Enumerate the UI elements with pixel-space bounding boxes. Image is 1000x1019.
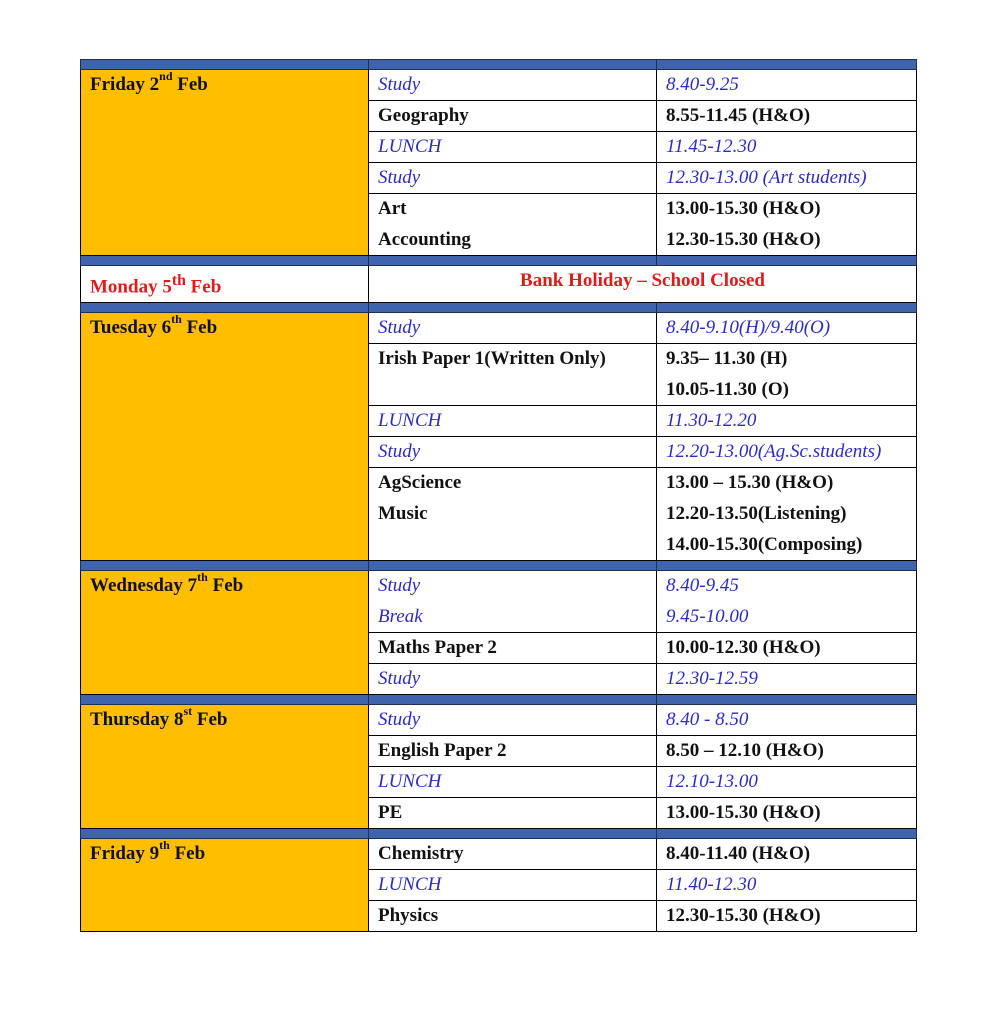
day-cell-friday-9: Friday 9th Feb bbox=[81, 839, 369, 932]
table-row bbox=[81, 839, 917, 870]
separator-bar bbox=[81, 256, 917, 266]
subject-cell: Geography bbox=[369, 101, 657, 132]
table-row bbox=[81, 571, 917, 602]
time-cell: 8.40-9.45 bbox=[657, 571, 917, 602]
time-cell: 12.10-13.00 bbox=[657, 767, 917, 798]
time-cell: 12.20-13.00(Ag.Sc.students) bbox=[657, 437, 917, 468]
subject-cell: Break bbox=[369, 602, 657, 633]
time-cell: 8.40 - 8.50 bbox=[657, 705, 917, 736]
table-row bbox=[81, 266, 917, 303]
separator-bar bbox=[81, 60, 917, 70]
time-cell: 10.00-12.30 (H&O) bbox=[657, 633, 917, 664]
day-cell-thursday-8: Thursday 8st Feb bbox=[81, 705, 369, 829]
subject-cell: Irish Paper 1(Written Only) bbox=[369, 344, 657, 375]
subject-cell: Study bbox=[369, 664, 657, 695]
time-cell: 8.50 – 12.10 (H&O) bbox=[657, 736, 917, 767]
subject-cell: Maths Paper 2 bbox=[369, 633, 657, 664]
subject-cell: LUNCH bbox=[369, 406, 657, 437]
subject-cell: Study bbox=[369, 705, 657, 736]
subject-cell bbox=[369, 530, 657, 561]
time-cell: 12.30-13.00 (Art students) bbox=[657, 163, 917, 194]
subject-cell: LUNCH bbox=[369, 132, 657, 163]
time-cell: 8.40-11.40 (H&O) bbox=[657, 839, 917, 870]
time-cell: 9.35– 11.30 (H) bbox=[657, 344, 917, 375]
subject-cell: AgScience bbox=[369, 468, 657, 499]
time-cell: 8.40-9.25 bbox=[657, 70, 917, 101]
subject-cell: Music bbox=[369, 499, 657, 530]
subject-cell: English Paper 2 bbox=[369, 736, 657, 767]
subject-cell: Art bbox=[369, 194, 657, 225]
subject-cell: Chemistry bbox=[369, 839, 657, 870]
time-cell: 13.00-15.30 (H&O) bbox=[657, 798, 917, 829]
time-cell: 11.40-12.30 bbox=[657, 870, 917, 901]
time-cell: 13.00-15.30 (H&O) bbox=[657, 194, 917, 225]
time-cell: 12.20-13.50(Listening) bbox=[657, 499, 917, 530]
subject-cell: Physics bbox=[369, 901, 657, 932]
table-row bbox=[81, 313, 917, 344]
subject-cell: LUNCH bbox=[369, 767, 657, 798]
exam-timetable bbox=[80, 59, 917, 932]
subject-cell: PE bbox=[369, 798, 657, 829]
time-cell: 11.45-12.30 bbox=[657, 132, 917, 163]
separator-bar bbox=[81, 829, 917, 839]
time-cell: 14.00-15.30(Composing) bbox=[657, 530, 917, 561]
time-cell: 8.40-9.10(H)/9.40(O) bbox=[657, 313, 917, 344]
subject-cell: Accounting bbox=[369, 225, 657, 256]
day-cell-wednesday-7: Wednesday 7th Feb bbox=[81, 571, 369, 695]
time-cell: 12.30-15.30 (H&O) bbox=[657, 901, 917, 932]
subject-cell: Study bbox=[369, 437, 657, 468]
table-row bbox=[81, 70, 917, 101]
separator-bar bbox=[81, 303, 917, 313]
time-cell: 9.45-10.00 bbox=[657, 602, 917, 633]
subject-cell: Study bbox=[369, 70, 657, 101]
time-cell: 8.55-11.45 (H&O) bbox=[657, 101, 917, 132]
day-cell-tuesday-6: Tuesday 6th Feb bbox=[81, 313, 369, 561]
holiday-note: Bank Holiday – School Closed bbox=[369, 266, 917, 303]
subject-cell: Study bbox=[369, 313, 657, 344]
day-cell-monday-5: Monday 5th Feb bbox=[81, 266, 369, 303]
time-cell: 11.30-12.20 bbox=[657, 406, 917, 437]
subject-cell: Study bbox=[369, 163, 657, 194]
time-cell: 13.00 – 15.30 (H&O) bbox=[657, 468, 917, 499]
separator-bar bbox=[81, 695, 917, 705]
table-row bbox=[81, 705, 917, 736]
time-cell: 10.05-11.30 (O) bbox=[657, 375, 917, 406]
time-cell: 12.30-15.30 (H&O) bbox=[657, 225, 917, 256]
day-cell-friday-2: Friday 2nd Feb bbox=[81, 70, 369, 256]
subject-cell: Study bbox=[369, 571, 657, 602]
time-cell: 12.30-12.59 bbox=[657, 664, 917, 695]
subject-cell: LUNCH bbox=[369, 870, 657, 901]
subject-cell bbox=[369, 375, 657, 406]
